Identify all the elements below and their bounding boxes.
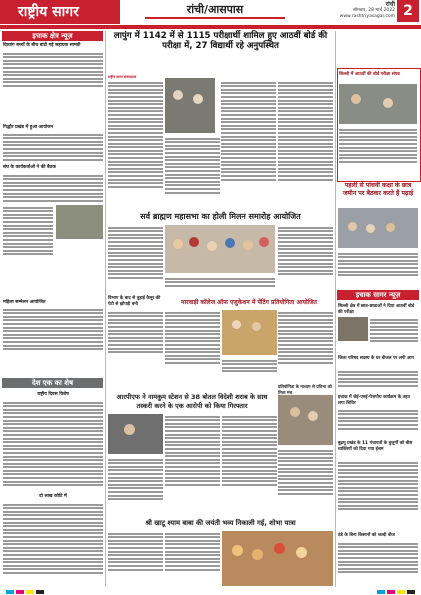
holi-text-1 bbox=[108, 225, 163, 295]
right-text-5 bbox=[338, 408, 418, 438]
painting-text-3 bbox=[278, 310, 333, 382]
arrest-photo bbox=[108, 414, 163, 454]
right-headline-5: इचाक में जेई-एमई-पेजपौथ कार्यक्रम के तहत लगा शिविर bbox=[338, 395, 410, 406]
left-column-header: इचाक क्षेत्र न्यूज़ bbox=[2, 31, 103, 41]
right-headline-1: सिल्ली में आठवीं की बोर्ड परीक्षा संपन्न bbox=[339, 72, 400, 77]
dateline bbox=[305, 2, 395, 20]
left-photo bbox=[56, 205, 103, 239]
painting-text-2 bbox=[222, 358, 277, 382]
left-text-6 bbox=[3, 400, 103, 500]
left-text-4 bbox=[3, 205, 53, 263]
right-headline-2: पहली से पांचवीं कक्षा के छात्र जमीन पर बैठकर करते हैं पढ़ाई bbox=[342, 182, 414, 197]
arrest-text-1 bbox=[108, 457, 163, 517]
registration-marks bbox=[0, 589, 421, 595]
arrest-text-3 bbox=[222, 414, 277, 517]
dateline-place: रांची bbox=[385, 1, 395, 8]
column-divider-right bbox=[335, 31, 336, 587]
section-title: रांची/आसपास bbox=[145, 2, 285, 19]
right-text-7 bbox=[338, 541, 418, 586]
painting-headline: मारवाड़ी कॉलेज ऑफ एजुकेशन में पेंटिंग प्रतियोगिता आयोजित bbox=[181, 299, 317, 306]
arrest-text-2 bbox=[165, 414, 220, 517]
left-bottom-header: देश एक का शेष bbox=[2, 378, 103, 388]
side-text-1 bbox=[108, 310, 163, 365]
holi-headline: सर्व ब्राह्मण महासभा का होली मिलन समारोह आयोजित bbox=[140, 212, 301, 221]
left-text-7 bbox=[3, 502, 103, 584]
right-text-6 bbox=[338, 460, 418, 530]
side-text-2 bbox=[278, 448, 333, 517]
right-headline-3: सिल्ली क्षेत्र में छात्र-छात्राओं ने दिया आठवीं बोर्ड की परीक्षा bbox=[338, 304, 415, 315]
right-headline-4: जिला परिषद सदस्य के घर डीजल पर लगी आग bbox=[338, 356, 414, 361]
main-text-col4 bbox=[278, 80, 333, 210]
shyam-headline: श्री खाटू श्याम बाबा की जयंती भव्य निकाली गई, शोभा यात्रा bbox=[145, 519, 296, 527]
main-text-col2 bbox=[165, 136, 220, 210]
dateline-date: सोमवार, 28 मार्च 2022 bbox=[352, 8, 395, 13]
right-column-header: इचाक सागर न्यूज़ bbox=[337, 290, 419, 300]
right-headline-7: ठंडे के बिना किसानों को जल्दी बीज bbox=[338, 533, 395, 538]
shyam-text-1 bbox=[108, 531, 163, 586]
left-headline-6: दो लाख कोटि में bbox=[39, 494, 67, 499]
holi-text-2 bbox=[165, 276, 275, 294]
masthead-underline bbox=[0, 25, 421, 29]
shyam-photo bbox=[222, 531, 333, 586]
dateline-web: www.rashtriyasagar.com bbox=[339, 14, 395, 19]
painting-text-1 bbox=[165, 310, 220, 382]
column-divider-left bbox=[105, 31, 106, 587]
left-headline-3: संघ के कार्यकर्ताओं ने की बैठक bbox=[3, 165, 56, 170]
main-text-col3 bbox=[221, 80, 276, 210]
main-byline: राष्ट्रीय सागर संवाददाता bbox=[108, 75, 137, 79]
main-headline: लापुंग में 1142 में से 1115 परीक्षार्थी शामिल हुए आठवीं बोर्ड की परीक्षा में, 27 विद्यार्थी रहे अनुपस्थित bbox=[113, 31, 328, 51]
holi-photo bbox=[165, 225, 275, 273]
main-photo-exam bbox=[165, 78, 215, 133]
side-photo bbox=[278, 395, 333, 445]
right-text-3 bbox=[370, 317, 418, 353]
left-text-3 bbox=[3, 173, 103, 203]
right-photo-3 bbox=[338, 317, 368, 341]
page-number: 2 bbox=[397, 0, 419, 22]
holi-text-3 bbox=[278, 225, 333, 295]
left-headline-1: दिव्यांग बच्चों के बीच बांटी गई सहायक सामग्री bbox=[3, 43, 81, 48]
left-text-1 bbox=[3, 51, 103, 91]
side-headline-1: विभाग के बाद से तुड़ाई कैमूर की पेटी से झोपड़ी बनी bbox=[108, 296, 161, 307]
right-headline-6: बुढ़मू प्रखंड के 11 पंचायतों के बुजुर्गों को बीस व्यक्तियों को दिया गया ईश्रम bbox=[338, 441, 413, 452]
left-text-5 bbox=[3, 307, 103, 357]
right-text-4 bbox=[338, 369, 418, 393]
arrest-headline: आरपीएफ ने नामकुम स्टेशन से 38 बोतल विदेशी शराब के साथ तस्करी करने के एक आरोपी को किया गिरफ्तार bbox=[116, 393, 268, 410]
right-text-2 bbox=[338, 251, 418, 287]
left-headline-2: गिद्धौर प्रखंड में हुआ आयोजन bbox=[3, 125, 54, 130]
left-headline-5: राष्ट्रीय दिवस विशेष bbox=[37, 392, 69, 397]
main-text-col1 bbox=[108, 80, 163, 210]
right-photo-1 bbox=[339, 84, 417, 124]
left-headline-4: महिला सम्मेलन आयोजित bbox=[3, 300, 46, 305]
side-headline-2: प्रतियोगिता के माध्यम से प्रतिभा को मिला मंच bbox=[278, 384, 332, 395]
masthead-logo: राष्ट्रीय सागर bbox=[0, 0, 120, 24]
painting-photo bbox=[222, 310, 277, 355]
right-photo-2 bbox=[338, 208, 418, 248]
right-text-1 bbox=[339, 127, 417, 177]
left-text-2 bbox=[3, 132, 103, 162]
shyam-text-2 bbox=[165, 531, 220, 586]
